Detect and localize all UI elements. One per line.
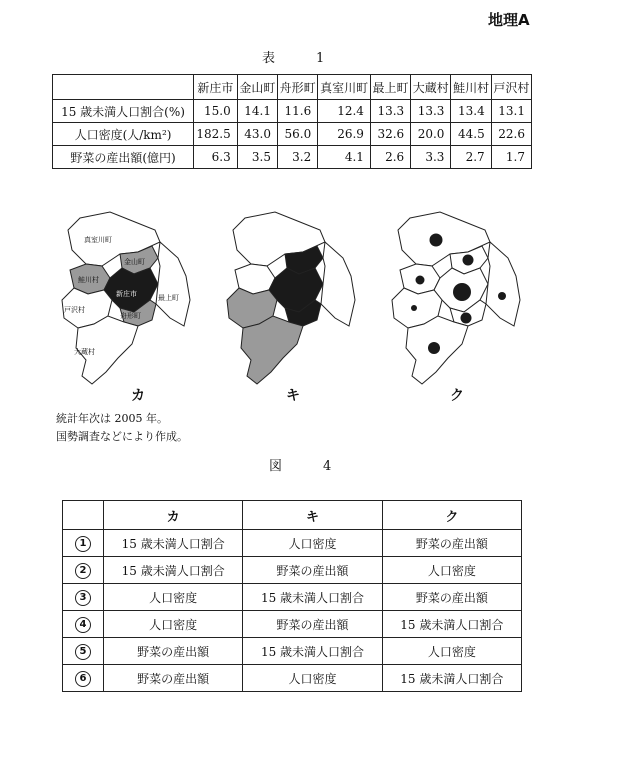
answer-cell-ki: 人口密度 bbox=[243, 530, 382, 557]
answer-cell-ka: 人口密度 bbox=[104, 584, 243, 611]
answer-row[interactable] bbox=[63, 530, 522, 557]
table-header-row bbox=[53, 75, 532, 100]
answer-cell-ki: 15 歳未満人口割合 bbox=[243, 584, 382, 611]
column-header: 鮭川村 bbox=[451, 75, 491, 100]
answer-cell-ka: 野菜の産出額 bbox=[104, 638, 243, 665]
choropleth-maps bbox=[60, 208, 540, 408]
table-cell: 13.4 bbox=[451, 100, 491, 123]
table-caption: 表 1 bbox=[262, 51, 339, 66]
region-okura bbox=[241, 316, 303, 384]
answer-cell-ki: 野菜の産出額 bbox=[243, 611, 382, 638]
column-header: 真室川町 bbox=[318, 75, 371, 100]
map-ku bbox=[392, 212, 520, 384]
table-cell: 3.3 bbox=[411, 146, 451, 169]
note-year: 統計年次は 2005 年。 bbox=[56, 412, 168, 425]
choice-number-badge: 1 bbox=[75, 536, 91, 552]
label-kaneyama: 金山町 bbox=[124, 258, 145, 266]
table-cell: 15.0 bbox=[194, 100, 238, 123]
data-table bbox=[52, 74, 532, 169]
region-mogami bbox=[321, 242, 355, 326]
map-ka bbox=[62, 212, 190, 384]
table-cell: 43.0 bbox=[237, 123, 277, 146]
column-header: 最上町 bbox=[370, 75, 410, 100]
answer-row[interactable] bbox=[63, 665, 522, 692]
choice-number-badge: 4 bbox=[75, 617, 91, 633]
dot-shinjo bbox=[453, 283, 471, 301]
map-label-ku: ク bbox=[450, 388, 464, 404]
label-mogami: 最上町 bbox=[158, 294, 179, 302]
table-row bbox=[53, 123, 532, 146]
table-cell: 22.6 bbox=[491, 123, 531, 146]
dot-mamurogawa bbox=[430, 234, 443, 247]
table-cell: 44.5 bbox=[451, 123, 491, 146]
answer-cell-ki: 野菜の産出額 bbox=[243, 557, 382, 584]
row-label: 人口密度(人/km²) bbox=[53, 123, 194, 146]
label-shinjo: 新庄市 bbox=[116, 290, 137, 298]
column-header: 舟形町 bbox=[277, 75, 317, 100]
answer-cell-ku: 野菜の産出額 bbox=[382, 530, 521, 557]
choice-number-badge: 6 bbox=[75, 671, 91, 687]
dot-funagata bbox=[461, 313, 472, 324]
table-cell: 3.5 bbox=[237, 146, 277, 169]
column-header-ka: カ bbox=[104, 501, 243, 530]
label-sakegawa: 鮭川村 bbox=[78, 276, 99, 284]
row-label: 15 歳未満人口割合(%) bbox=[53, 100, 194, 123]
choice-number-badge: 2 bbox=[75, 563, 91, 579]
table-cell: 11.6 bbox=[277, 100, 317, 123]
table-cell: 14.1 bbox=[237, 100, 277, 123]
choice-number bbox=[63, 638, 104, 665]
label-funagata: 舟形町 bbox=[120, 312, 141, 320]
choice-number bbox=[63, 611, 104, 638]
answer-cell-ka: 15 歳未満人口割合 bbox=[104, 530, 243, 557]
dot-tozawa bbox=[411, 305, 417, 311]
answer-row[interactable] bbox=[63, 638, 522, 665]
column-header: 大蔵村 bbox=[411, 75, 451, 100]
choice-number-badge: 5 bbox=[75, 644, 91, 660]
map-label-ka: カ bbox=[131, 388, 145, 404]
subject-title: 地理A bbox=[488, 11, 530, 29]
choice-number bbox=[63, 530, 104, 557]
dot-mogami bbox=[498, 292, 506, 300]
dot-okura bbox=[428, 342, 440, 354]
table-row bbox=[53, 146, 532, 169]
table-cell: 1.7 bbox=[491, 146, 531, 169]
note-source: 国勢調査などにより作成。 bbox=[56, 430, 188, 443]
table-cell: 26.9 bbox=[318, 123, 371, 146]
choice-number bbox=[63, 557, 104, 584]
answer-cell-ki: 人口密度 bbox=[243, 665, 382, 692]
choice-number bbox=[63, 584, 104, 611]
answer-cell-ku: 人口密度 bbox=[382, 557, 521, 584]
answer-cell-ku: 野菜の産出額 bbox=[382, 584, 521, 611]
table-cell: 2.6 bbox=[370, 146, 410, 169]
map-label-ki: キ bbox=[286, 388, 300, 404]
table-cell: 4.1 bbox=[318, 146, 371, 169]
table-cell: 13.1 bbox=[491, 100, 531, 123]
dot-sakegawa bbox=[416, 276, 425, 285]
figure-caption: 図 4 bbox=[269, 459, 346, 474]
answer-cell-ka: 野菜の産出額 bbox=[104, 665, 243, 692]
table-cell: 56.0 bbox=[277, 123, 317, 146]
dot-kaneyama bbox=[463, 255, 474, 266]
table-cell: 3.2 bbox=[277, 146, 317, 169]
table-row bbox=[53, 100, 532, 123]
answer-row[interactable] bbox=[63, 611, 522, 638]
table-cell: 182.5 bbox=[194, 123, 238, 146]
column-header: 新庄市 bbox=[194, 75, 238, 100]
table-cell: 6.3 bbox=[194, 146, 238, 169]
table-cell: 2.7 bbox=[451, 146, 491, 169]
region-mogami bbox=[486, 242, 520, 326]
table-cell: 32.6 bbox=[370, 123, 410, 146]
answer-header-row bbox=[63, 501, 522, 530]
choice-number bbox=[63, 665, 104, 692]
answer-cell-ki: 15 歳未満人口割合 bbox=[243, 638, 382, 665]
answer-cell-ka: 人口密度 bbox=[104, 611, 243, 638]
table-cell: 13.3 bbox=[411, 100, 451, 123]
choice-number-badge: 3 bbox=[75, 590, 91, 606]
answer-row[interactable] bbox=[63, 557, 522, 584]
table-cell: 20.0 bbox=[411, 123, 451, 146]
column-header: 戸沢村 bbox=[491, 75, 531, 100]
column-header-ki: キ bbox=[243, 501, 382, 530]
answer-cell-ku: 15 歳未満人口割合 bbox=[382, 665, 521, 692]
column-header: 金山町 bbox=[237, 75, 277, 100]
label-okura: 大蔵村 bbox=[74, 348, 95, 356]
answer-cell-ku: 人口密度 bbox=[382, 638, 521, 665]
map-ki bbox=[227, 212, 355, 384]
label-mamurogawa: 真室川町 bbox=[84, 236, 112, 244]
answer-cell-ku: 15 歳未満人口割合 bbox=[382, 611, 521, 638]
table-cell: 13.3 bbox=[370, 100, 410, 123]
column-header-ku: ク bbox=[382, 501, 521, 530]
answer-cell-ka: 15 歳未満人口割合 bbox=[104, 557, 243, 584]
label-tozawa: 戸沢村 bbox=[64, 306, 85, 314]
answer-choices-table bbox=[62, 500, 522, 692]
region-mogami bbox=[156, 242, 190, 326]
table-cell: 12.4 bbox=[318, 100, 371, 123]
table-corner-cell bbox=[53, 75, 194, 100]
choice-header-cell bbox=[63, 501, 104, 530]
row-label: 野菜の産出額(億円) bbox=[53, 146, 194, 169]
answer-row[interactable] bbox=[63, 584, 522, 611]
